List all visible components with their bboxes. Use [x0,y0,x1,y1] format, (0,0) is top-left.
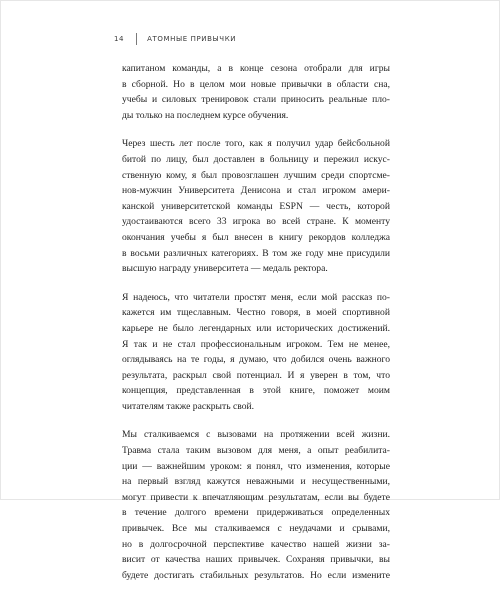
paragraph [122,290,390,415]
running-head [114,31,236,47]
text-line: Я надеюсь, что читатели простят меня, если мой рассказ по- [122,291,390,303]
paragraph [122,136,390,276]
text-line: в течение долгого времени придерживаться определенных [122,507,390,519]
text-line: висит от качества наших привычек. Сохраняя привычки, вы [122,554,390,566]
text-line: окончания учебы я был внесен в книгу рекордов колледжа [122,231,390,243]
header-separator [136,33,137,45]
text-line: результата, раскрыл свой потенциал. И я уверен в том, что [122,369,390,381]
text-line: канской университетской команды ESPN — честь, которой [122,200,390,212]
text-line: читателям также раскрыть свой. [122,400,255,412]
text-line: на первый взгляд кажутся неважными и несущественными, [122,476,390,488]
text-line: удостаиваются всего 33 игрока во всей стране. К моменту [122,216,390,228]
text-line: капитаном команды, а в конце сезона отобрали для игры [122,63,390,74]
text-line: ции — важнейшим уроком: я понял, что изменения, которые [122,460,390,472]
text-line: концепция, представленная в этой книге, поможет моим [122,385,390,397]
text-line: в восьми различных категориях. В том же году мне присудили [122,247,390,259]
text-line: оглядываясь на те годы, я думаю, что добился очень важного [122,354,390,366]
book-title: АТОМНЫЕ ПРИВЫЧКИ [147,35,237,43]
text-line: будете достигать стабильных результатов. Но если измените [122,569,390,581]
text-line: битой по лицу, был доставлен в больницу и пережил искус- [122,153,390,165]
text-line: высшую награду университета — медаль ректора. [122,263,328,275]
paragraph [122,61,390,123]
text-line: Через шесть лет после того, как я получил удар бейсбольной [122,138,390,150]
paragraph [122,427,390,583]
text-line: кажется им тщеславным. Честно говоря, в моей спортивной [122,307,390,319]
text-line: в сборной. Но в целом мои новые привычки в области сна, [122,78,390,90]
text-line: Травма стала таким вызовом для меня, а опыт реабилита- [122,445,390,457]
text-line: нов-мужчин Университета Денисона и стал игроком амери- [122,185,390,197]
text-line: ственную кому, я был провозглашен лучшим среди спортсме- [122,169,390,181]
text-line: но в долгосрочной перспективе качество нашей жизни за- [122,538,390,550]
text-line: Мы сталкиваемся с вызовами на протяжении всей жизни. [122,429,390,441]
text-line: учебы и силовых тренировок стали приносить реальные пло- [122,94,390,106]
text-line: привычек. Все мы сталкиваемся с неудачами и срывами, [122,523,390,535]
text-line: Я так и не стал профессиональным игроком. Тем не менее, [122,338,390,350]
text-line: ды только на последнем курсе обучения. [122,109,289,121]
text-line: карьере не было легендарных или исторических достижений. [122,322,390,334]
body-text [122,61,390,596]
page-number: 14 [114,35,125,43]
text-line: могут привести к впечатляющим результатам, если вы будете [122,491,390,503]
